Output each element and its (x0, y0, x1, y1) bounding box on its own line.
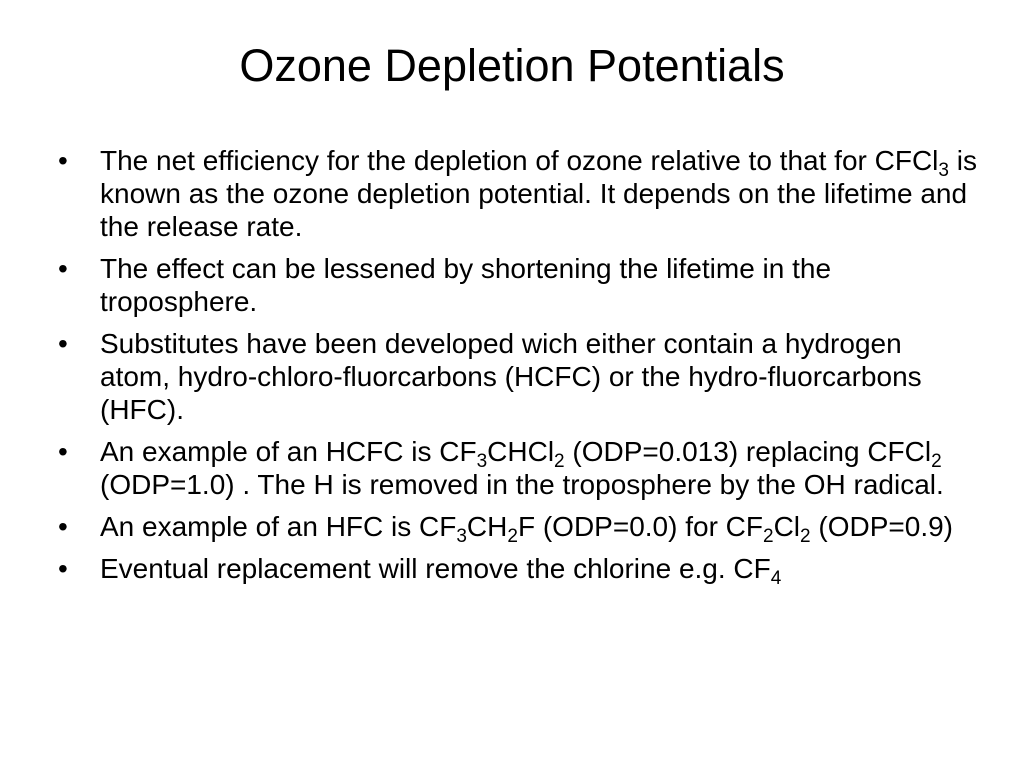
text-run: Substitutes have been developed wich either contain a hydrogen atom, hydro-chloro-fluorcarbons (HCFC) or the hydro-fluorcarbons (HFC). (100, 328, 922, 425)
subscript: 2 (554, 451, 565, 472)
text-run: (ODP=0.013) replacing CFCl (564, 436, 932, 467)
bullet-item (58, 252, 978, 318)
subscript: 2 (800, 526, 811, 547)
subscript: 2 (763, 526, 774, 547)
text-run: CHCl (487, 436, 555, 467)
bullet-text (100, 553, 782, 589)
bullet-marker: • (58, 511, 68, 542)
text-run: An example of an HCFC is CF (100, 436, 477, 467)
subscript: 3 (938, 160, 949, 181)
bullet-item (58, 510, 978, 547)
subscript: 2 (931, 451, 942, 472)
bullet-item (58, 327, 978, 426)
text-run: Cl (773, 511, 801, 542)
text-run: The effect can be lessened by shortening the lifetime in the troposphere. (100, 253, 832, 317)
text-run: Eventual replacement will remove the chlorine e.g. CF (100, 553, 771, 584)
bullet-marker: • (58, 328, 68, 359)
subscript: 4 (770, 568, 782, 589)
text-run: is known as the ozone depletion potential. It depends on the lifetime and the release rate. (100, 145, 977, 242)
subscript: 3 (476, 451, 488, 472)
text-run: (ODP=1.0) . The H is removed in the troposphere by the OH radical. (100, 469, 944, 500)
text-run: (ODP=0.9) (810, 511, 953, 542)
bullet-item (58, 435, 978, 501)
bullet-list (58, 144, 978, 594)
slide-title: Ozone Depletion Potentials (239, 40, 785, 91)
text-run: CH (466, 511, 508, 542)
bullet-text (100, 328, 922, 425)
text-run: F (ODP=0.0) for CF (517, 511, 763, 542)
bullet-text (100, 253, 831, 317)
subscript: 2 (507, 526, 518, 547)
bullet-item (58, 144, 978, 243)
bullet-text (100, 511, 953, 547)
bullet-text (100, 145, 977, 242)
bullet-marker: • (58, 436, 68, 467)
bullet-marker: • (58, 253, 68, 284)
subscript: 3 (456, 526, 467, 547)
bullet-marker: • (58, 553, 68, 584)
bullet-text (100, 436, 944, 500)
bullet-marker: • (58, 145, 68, 176)
text-run: An example of an HFC is CF (100, 511, 457, 542)
bullet-item (58, 552, 978, 589)
text-run: The net efficiency for the depletion of ozone relative to that for CFCl (100, 145, 939, 176)
